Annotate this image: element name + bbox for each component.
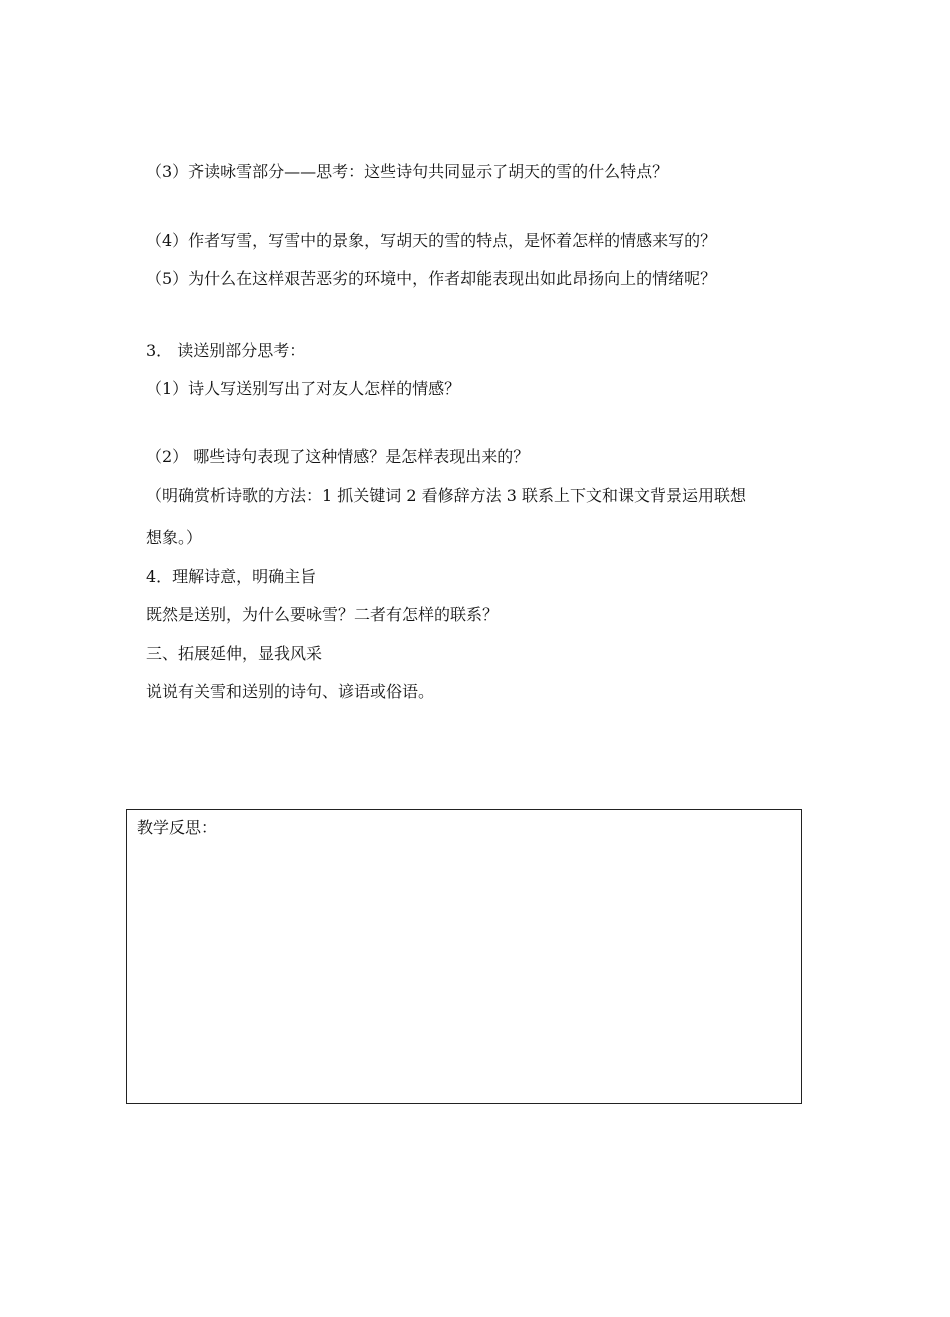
section-3-heading: 3． 读送别部分思考： <box>146 341 306 360</box>
section-4-heading: 4．理解诗意，明确主旨 <box>146 567 317 586</box>
method-note: （明确赏析诗歌的方法：1 抓关键词 2 看修辞方法 3 联系上下文和课文背景运用联想 <box>146 486 746 505</box>
section-4-question: 既然是送别，为什么要咏雪？二者有怎样的联系？ <box>146 605 499 624</box>
question-3-1-4: （4）作者写雪，写雪中的景象，写胡天的雪的特点，是怀着怎样的情感来写的？ <box>146 231 717 250</box>
question-3-2-1: （1）诗人写送别写出了对友人怎样的情感？ <box>146 379 461 398</box>
question-3-2-2: （2） 哪些诗句表现了这种情感？是怎样表现出来的？ <box>146 447 530 466</box>
method-note-continued: 想象。） <box>146 528 203 547</box>
part-3-heading: 三、拓展延伸，显我风采 <box>146 644 323 663</box>
question-3-1-5: （5）为什么在这样艰苦恶劣的环境中，作者却能表现出如此昂扬向上的情绪呢？ <box>146 269 717 288</box>
part-3-task: 说说有关雪和送别的诗句、谚语或俗语。 <box>146 682 435 701</box>
teaching-reflection-box <box>126 809 802 1104</box>
teaching-reflection-label: 教学反思： <box>137 818 218 837</box>
question-3-1-3: （3）齐读咏雪部分——思考：这些诗句共同显示了胡天的雪的什么特点？ <box>146 162 669 181</box>
